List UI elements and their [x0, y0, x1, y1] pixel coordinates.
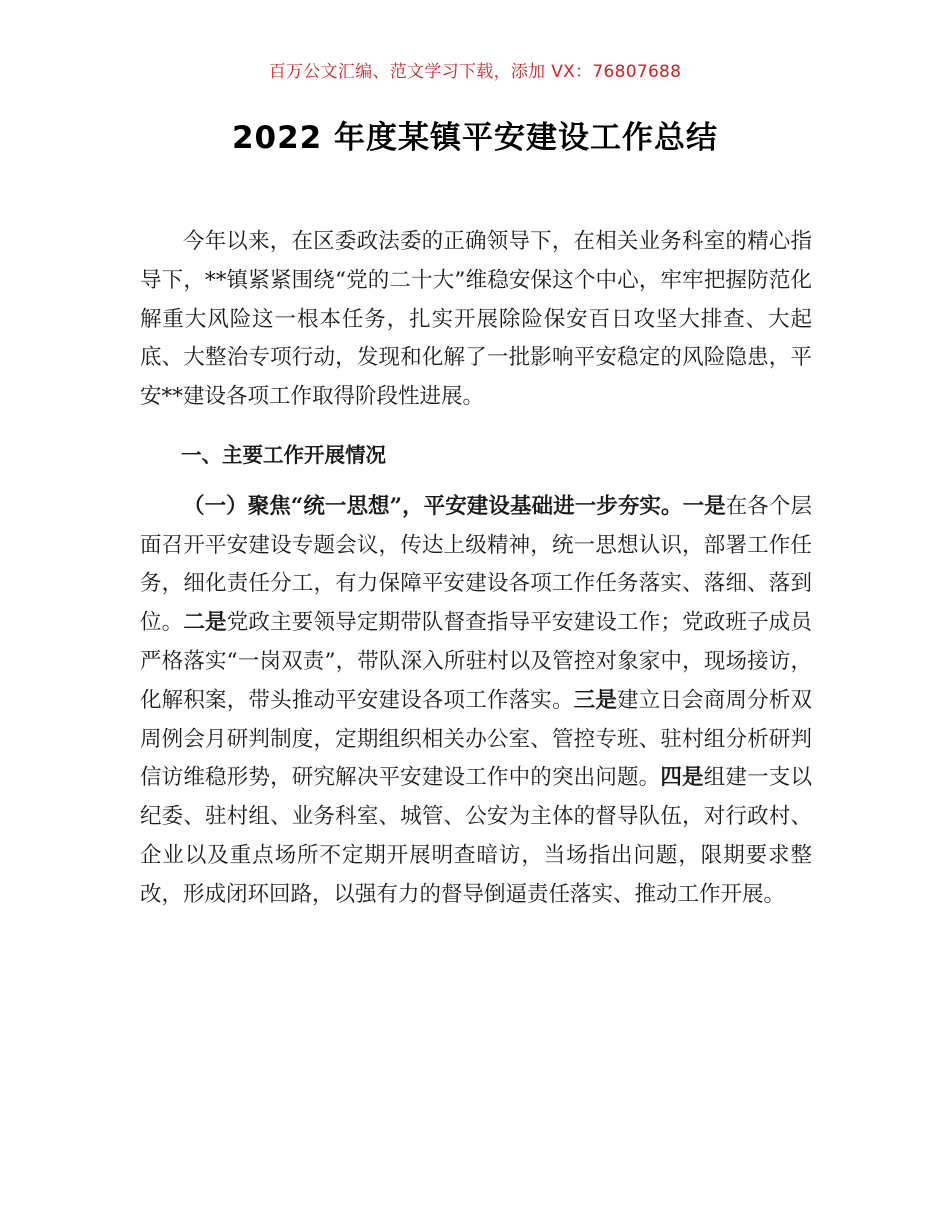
point-text-3: 建立日会商周分析双周例会月研判制度，定期组织相关办公室、管控专班、驻村组分析研判信访维稳形势，研究解决平安建设工作中的突出问题。: [140, 687, 812, 791]
section-heading: 一、主要工作开展情况: [181, 442, 386, 467]
intro-paragraph: 今年以来，在区委政法委的正确领导下，在相关业务科室的精心指导下，**镇紧紧围绕“党的二十大”维稳安保这个中心，牢牢把握防范化解重大风险这一根本任务，扎实开展除险保安百日攻坚大排查、大起底、大整治专项行动，发现和化解了一批影响平安稳定的风险隐患，平安**建设各项工作取得阶段性进展。: [140, 229, 812, 410]
subsection-heading: （一）聚焦“统一思想”，平安建设基础进一步夯实。: [183, 493, 683, 519]
subsection-paragraph: [140, 488, 812, 915]
point-label-2: 二是: [183, 610, 227, 636]
document-body: [140, 223, 812, 915]
point-text-4: 组建一支以纪委、驻村组、业务科室、城管、公安为主体的督导队伍，对行政村、企业以及重点场所不定期开展明查暗访，当场指出问题，限期要求整改，形成闭环回路，以强有力的督导倒逼责任落实、推动工作开展。: [140, 765, 812, 907]
point-text-2: 党政主要领导定期带队督查指导平安建设工作；党政班子成员严格落实“一岗双责”，带队深入所驻村以及管控对象家中，现场接访，化解积案，带头推动平安建设各项工作落实。: [140, 610, 812, 713]
document-title: 2022 年度某镇平安建设工作总结: [231, 120, 719, 156]
point-label-4: 四是: [660, 765, 704, 791]
header-note: 百万公文汇编、范文学习下载，添加 VX：76807688: [268, 62, 682, 82]
point-label-3: 三是: [573, 687, 618, 713]
point-text-1: 在各个层面召开平安建设专题会议，传达上级精神，统一思想认识，部署工作任务，细化责任分工，有力保障平安建设各项工作任务落实、落细、落到位。: [140, 493, 812, 636]
point-label-1: 一是: [682, 493, 726, 519]
